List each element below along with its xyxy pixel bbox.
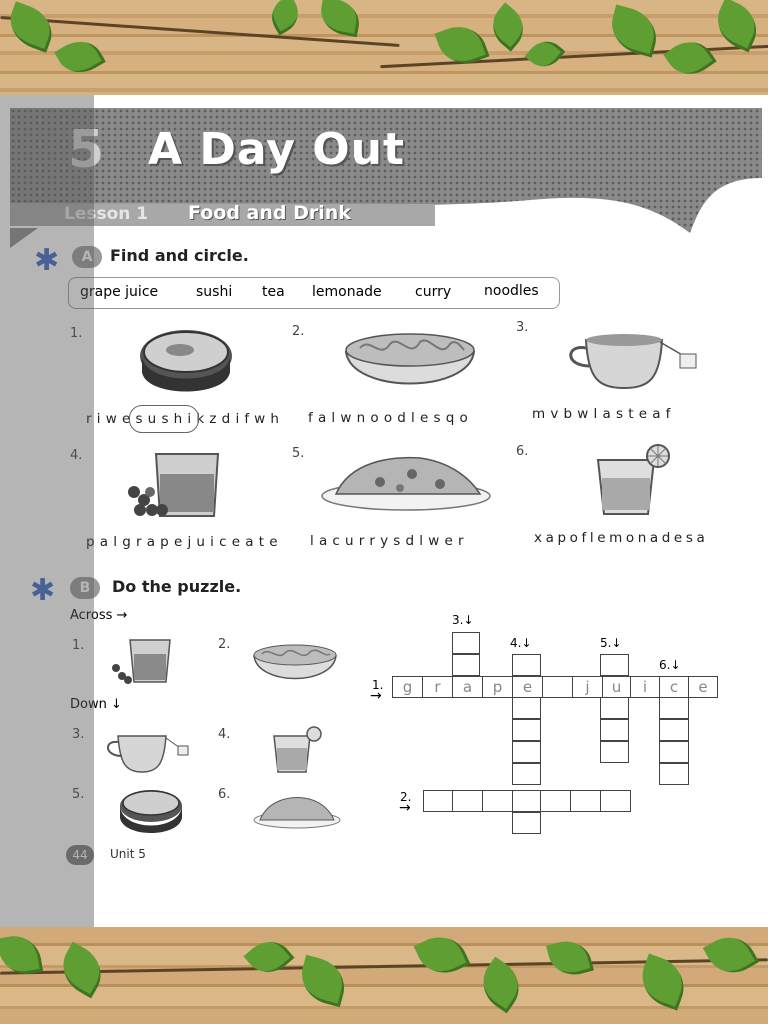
lemonade-clue-image <box>272 726 324 774</box>
crossword-cell[interactable] <box>659 741 689 763</box>
crossword-cell[interactable] <box>512 719 541 741</box>
item-number: 3. <box>516 320 529 335</box>
noodles-clue-image <box>250 640 340 686</box>
crossword-cell[interactable] <box>512 763 541 785</box>
item-number: 5. <box>292 446 305 461</box>
crossword-cell[interactable] <box>512 790 541 812</box>
clue-number: 1. <box>72 638 85 653</box>
letter-row: mvbwlasteaf <box>532 406 676 422</box>
grape-juice-image <box>124 452 224 522</box>
across-heading: Across → <box>70 608 128 623</box>
curry-plate-image <box>320 452 492 514</box>
crossword-cell[interactable] <box>512 654 541 676</box>
crossword-cell[interactable] <box>512 697 541 719</box>
section-a-badge: A <box>72 246 102 268</box>
tea-clue-image <box>100 728 194 774</box>
grid-arrow: → <box>370 688 382 704</box>
crossword-cell[interactable] <box>570 790 601 812</box>
clue-number: 2. <box>218 637 231 652</box>
crossword-cell[interactable]: u <box>602 676 631 698</box>
page-fold-shadow <box>0 95 94 927</box>
grid-arrow: → <box>399 800 411 816</box>
grid-label: 3.↓ <box>452 613 474 627</box>
crossword-cell[interactable]: i <box>630 676 660 698</box>
asterisk-icon: ✱ <box>30 573 56 608</box>
crossword-cell[interactable]: g <box>392 676 423 698</box>
grid-label: 5.↓ <box>600 636 622 650</box>
item-number: 6. <box>516 444 529 459</box>
lemonade-glass-image <box>596 444 676 516</box>
section-b-badge: B <box>70 577 100 599</box>
crossword-cell[interactable] <box>600 654 629 676</box>
asterisk-icon: ✱ <box>34 243 60 278</box>
word-bank-item: lemonade <box>312 284 382 300</box>
crossword-cell[interactable] <box>482 790 513 812</box>
sushi-bowl-image <box>138 326 234 398</box>
grid-label: 2. <box>400 790 412 804</box>
clue-number: 6. <box>218 787 231 802</box>
crossword-cell[interactable] <box>600 719 629 741</box>
crossword-cell[interactable] <box>659 719 689 741</box>
item-number: 4. <box>70 448 83 463</box>
section-b-instruction: Do the puzzle. <box>112 577 242 596</box>
crossword-cell[interactable] <box>512 812 541 834</box>
item-number: 1. <box>70 326 83 341</box>
crossword-cell[interactable] <box>659 763 689 785</box>
section-a-instruction: Find and circle. <box>110 246 249 265</box>
clue-number: 5. <box>72 787 85 802</box>
crossword-cell[interactable]: c <box>659 676 689 698</box>
down-heading: Down ↓ <box>70 697 122 712</box>
crossword-cell[interactable]: r <box>422 676 453 698</box>
curry-clue-image <box>252 794 342 830</box>
letter-row: palgrapejuiceate <box>86 534 283 550</box>
word-bank-item: noodles <box>484 283 539 299</box>
letter-row: xapoflemonadesa <box>534 530 709 546</box>
grid-label: 6.↓ <box>659 658 681 672</box>
lesson-topic: Food and Drink <box>188 202 351 224</box>
unit-title: A Day Out <box>148 124 405 175</box>
tea-cup-image <box>560 326 706 392</box>
crossword-cell[interactable] <box>512 741 541 763</box>
letter-row: riwesushikzdifwh <box>86 411 285 427</box>
crossword-cell[interactable]: j <box>572 676 603 698</box>
grid-label: 4.↓ <box>510 636 532 650</box>
crossword-cell[interactable] <box>542 676 573 698</box>
crossword-cell[interactable]: e <box>512 676 543 698</box>
word-bank-item: grape juice <box>80 284 159 300</box>
sushi-circle <box>129 405 199 433</box>
word-bank-item: sushi <box>196 284 233 300</box>
item-number: 2. <box>292 324 305 339</box>
crossword-cell[interactable] <box>600 790 631 812</box>
crossword-cell[interactable] <box>600 697 629 719</box>
page-number: 44 <box>66 845 94 865</box>
sushi-clue-image <box>118 788 184 836</box>
noodles-bowl-image <box>340 326 480 396</box>
crossword-cell[interactable]: a <box>452 676 483 698</box>
letter-row: lacurrysdlwer <box>310 533 469 549</box>
clue-number: 3. <box>72 727 85 742</box>
crossword-cell[interactable] <box>600 741 629 763</box>
crossword-cell[interactable] <box>452 632 480 654</box>
grape-juice-clue-image <box>108 638 172 686</box>
crossword-cell[interactable]: p <box>482 676 513 698</box>
unit-number: 5 <box>68 120 105 180</box>
lesson-label: Lesson 1 <box>64 204 149 224</box>
word-bank-item: tea <box>262 284 285 300</box>
crossword-cell[interactable] <box>659 697 689 719</box>
crossword-cell[interactable]: e <box>688 676 718 698</box>
crossword-cell[interactable] <box>452 790 483 812</box>
crossword-cell[interactable] <box>423 790 453 812</box>
grid-label: 1. <box>372 678 384 692</box>
crossword-cell[interactable] <box>540 790 571 812</box>
unit-label: Unit 5 <box>110 847 146 861</box>
crossword-cell[interactable] <box>452 654 480 676</box>
letter-row: falwnoodlesqo <box>308 410 473 426</box>
word-bank-item: curry <box>415 284 452 300</box>
clue-number: 4. <box>218 727 231 742</box>
